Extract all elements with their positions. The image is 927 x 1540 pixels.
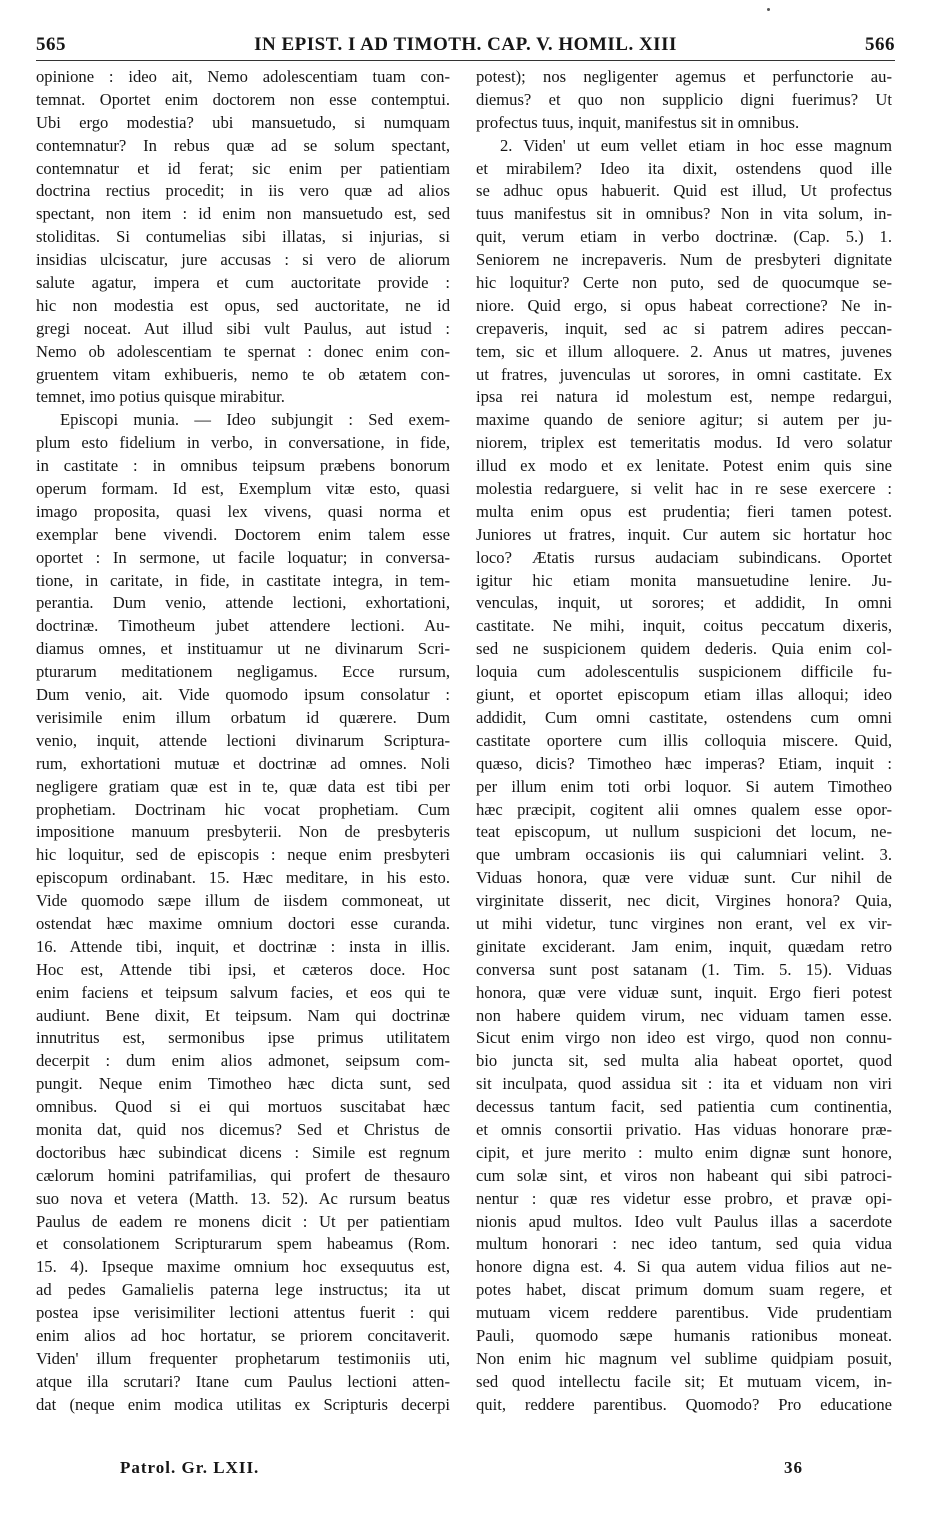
right-column [476,66,892,1417]
right-column-line: 2. Viden' ut eum vellet etiam in hoc esse magnum [500,135,892,155]
right-column-line: nentur : quæ res videtur esse probro, et pravæ opi- [476,1188,892,1208]
right-column-line: niore. Quid ergo, si opus habeat correctione? Ne in- [476,295,892,315]
right-column-line: potes habet, discat primum domum suam regere, et [476,1280,892,1300]
left-column-line: monita dat, quid nos dicemus? Sed et Christus de [36,1119,450,1139]
page-header [36,34,895,60]
right-column-line: addidit, Cum omni castitate, ostendens cum omni [476,707,892,727]
left-column-line: 16. Attende tibi, inquit, et doctrinæ : insta in illis. [36,936,450,956]
right-column-line: loquia cum adolescentulis suspicionem difficile fu- [476,662,892,682]
right-column-line: molestia redarguere, si velit hac in re sese exercere : [476,479,892,499]
left-column-line: tione, in caritate, in fide, in castitate integra, in tem- [36,570,450,590]
right-column-line: Juniores ut fratres, inquit. Cur autem sic hortatur hoc [476,524,892,544]
right-column-line: igitur hic etiam monita mansuetudine lenire. Ju- [476,570,892,590]
right-column-line: ut mihi videtur, tunc virgines non erant, vel ex vir- [476,913,892,933]
left-column-line: Ubi ergo modestia? ubi mansuetudo, si numquam [36,112,450,132]
left-column-line: imago proposita, quasi lex vivens, quasi norma et [36,501,450,521]
right-column-line: sed ne suspicionem quidem dederis. Quia enim col- [476,639,892,659]
left-column-line: oportet : In sermone, ut facile loquatur; in conversa- [36,547,450,567]
left-column-line: suo nova et vetera (Matth. 13. 52). Ac rursum beatus [36,1188,450,1208]
left-column-line: verisimile enim illum orbatum id quærere. Dum [36,707,450,727]
left-column-line: plum esto fidelium in verbo, in conversatione, in fide, [36,433,450,453]
left-column-line: gruentem vitam exhibueris, nemo te ob ætatem con- [36,364,450,384]
right-column-line: castitate oportere cum illis colloquia miscere. Quid, [476,730,892,750]
right-column-line: castitate. Ne mihi, inquit, coitus peccatum dixeris, [476,616,892,636]
right-column-line: venculas, inquit, ut sorores; et addidit, In omni [476,593,892,613]
right-column-line: maxime quando de seniore agitur; si autem per ju- [476,410,892,430]
left-column-line: Viden' illum frequenter prophetarum testimoniis uti, [36,1348,450,1368]
left-column-line: innutritus est, sermonibus ipse primus utilitatem [36,1028,450,1048]
right-column-line: non habere quidem virum, nec viduam tamen esse. [476,1005,892,1025]
left-column-line: atque illa scrutari? Itane cum Paulus lectioni atten- [36,1371,450,1391]
right-column-line: niorem, triplex est temeritatis modus. Id vero solatur [476,433,892,453]
header-rule [36,60,895,61]
right-column-line: crepaveris, inquit, sed ac si patrem adires peccan- [476,318,892,338]
left-column-line: Paulus de eadem re monens dicit : Ut per patientiam [36,1211,450,1231]
right-column-line: Seniorem ne increpaveris. Num de presbyteri dignitate [476,250,892,270]
left-column-line: decerpit : dum enim alios admonet, seipsum com- [36,1051,450,1071]
right-column-line: quit, verum etiam in verbo doctrinæ. (Cap. 5.) 1. [476,227,892,247]
right-column-line: se adhuc opus habuerit. Quid est illud, Ut profectus [476,181,892,201]
right-column-line: virginitate disserit, nec dicit, Virgines honora? Quia, [476,891,892,911]
right-column-line: profectus tuus, inquit, manifestus sit in omnibus. [476,112,800,132]
right-column-line: ginitate exciderant. Jam enim, inquit, quædam retro [476,936,892,956]
right-column-line: conversa sunt post satanam (1. Tim. 5. 15). Viduas [476,959,892,979]
left-column-line: ostendat hæc maxime omnium doctori esse curanda. [36,913,450,933]
left-column-line: exemplar bene vivendi. Doctorem enim talem esse [36,524,450,544]
right-column-line: Viduas honora, quæ vere viduæ sunt. Cur nihil de [476,868,892,888]
page-number-right: 566 [865,34,895,55]
right-column-line: quæso, dicis? Timotheo hæc imperas? Etiam, inquit : [476,753,892,773]
right-column-line: multum honorari : nec ideo tantum, sed quia vidua [476,1234,892,1254]
left-column-line: doctoribus hæc subindicat dicens : Simile est regnum [36,1142,450,1162]
left-column-line: Nemo ob adolescentiam te spernat : donec enim con- [36,341,450,361]
right-column-line: decessus tantum facit, sed patientia cum continentia, [476,1097,892,1117]
page-number-left: 565 [36,34,66,55]
left-column-line: contemnatur? In rebus quæ ad se solum spectant, [36,135,450,155]
footer-signature: 36 [784,1458,803,1477]
left-column-line: enim faciens et teipsum salvum facies, et eos qui te [36,982,450,1002]
left-column-line: operum formam. Id est, Exemplum vitæ esto, quasi [36,479,450,499]
left-column-line: pturarum meditationem negligamus. Ecce rursum, [36,662,450,682]
left-column-line: Vide quomodo sæpe illum de iisdem commoneat, ut [36,891,450,911]
left-column-line: enim alios ad hoc hortatur, se priorem concitaverit. [36,1325,450,1345]
left-column-line: temnet, imo potius quisque mirabitur. [36,387,285,407]
left-column-line: ad pedes Gamalielis paterna lege instructus; ita ut [36,1280,450,1300]
right-column-line: per illum enim toti orbi loquor. Si autem Timotheo [476,776,892,796]
footer-volume: Patrol. Gr. LXII. [120,1458,260,1477]
left-column-line: 15. 4). Ipseque maxime omnium hoc exsequutus est, [36,1257,450,1277]
right-column-line: multa enim opus est prudentia; fieri tamen potest. [476,501,892,521]
left-column-line: Dum venio, ait. Vide quomodo ipsum consolatur : [36,685,450,705]
left-column [36,66,450,1417]
left-column-line: Hoc est, Attende tibi ipsi, et cæteros doce. Hoc [36,959,450,979]
left-column-line: perantia. Dum venio, attende lectioni, exhortationi, [36,593,450,613]
left-column-line: et consolationem Scripturarum spem habeamus (Rom. [36,1234,450,1254]
right-column-line: et omnis consortii privatio. Has viduas honorare præ- [476,1119,892,1139]
left-column-line: omnibus. Quod si ei qui mortuos suscitabat hæc [36,1097,450,1117]
left-column-line: Episcopi munia. — Ideo subjungit : Sed exem- [60,410,450,430]
right-column-line: Pauli, quomodo sæpe humanis rationibus moneat. [476,1325,892,1345]
right-column-line: illud ex modo et ex lenitate. Potest enim quis sine [476,456,892,476]
left-column-line: stoliditas. Si contumelias sibi illatas, si injurias, si [36,227,450,247]
right-column-line: honora, quæ vere viduæ sunt, inquit. Ergo fieri potest [476,982,892,1002]
left-column-line: negligere gratiam quæ est in te, quæ data est tibi per [36,776,450,796]
right-column-line: teat episcopum, ut nullum suspicioni det locum, ne- [476,822,892,842]
running-title: IN EPIST. I AD TIMOTH. CAP. V. HOMIL. XIII [254,34,677,55]
left-column-line: dat (neque enim modica utilitas ex Scripturis decerpi [36,1394,450,1414]
left-column-line: hic loquitur, sed de episcopis : neque enim presbyteri [36,845,450,865]
right-column-line: ipsa rei natura id molestum est, nempe redargui, [476,387,892,407]
right-column-line: mutuam vicem reddere parentibus. Vide prudentiam [476,1303,892,1323]
left-column-line: gregi noceat. Aut illud sibi vult Paulus, aut istud : [36,318,450,338]
right-column-line: ut fratres, juvenculas ut sorores, in omni castitate. Ex [476,364,892,384]
right-column-line: cum solæ sint, et viros non habeant qui sibi patroci- [476,1165,892,1185]
left-column-line: prophetiam. Doctrinam hic vocat prophetiam. Cum [36,799,450,819]
left-column-line: in castitate : in omnibus teipsum præbens bonorum [36,456,450,476]
left-column-line: venio, inquit, attende lectioni divinarum Scriptura- [36,730,450,750]
right-column-line: tuus manifestus sit in omnibus? Non in vita solum, in- [476,204,892,224]
right-column-line: Non enim hic magnum vel sublime quidpiam posuit, [476,1348,892,1368]
left-column-line: hic non modestia est opus, sed auctoritate, ne id [36,295,450,315]
left-column-line: postea ipse verisimiliter lectioni attentus fuerit : qui [36,1303,450,1323]
right-column-line: hic loquitur? Certe non puto, sed de quocumque se- [476,273,892,293]
left-column-line: cælorum homini patrifamilias, qui profert de thesauro [36,1165,450,1185]
left-column-line: contemnatur et id ferat; sic enim per patientiam [36,158,450,178]
left-column-line: impositione manuum presbyterii. Non de presbyteris [36,822,450,842]
left-column-line: rum, exhortationi mutuæ et doctrinæ ad omnes. Noli [36,753,450,773]
right-column-line: honore digna est. 4. Si qua autem vidua filios aut ne- [476,1257,892,1277]
left-column-line: episcopum ordinabant. 15. Hæc meditare, in his esto. [36,868,450,888]
left-column-line: doctrinæ. Timotheum jubet attendere lectioni. Au- [36,616,450,636]
right-column-line: nionis apud multos. Ideo vult Paulus illas a sacerdote [476,1211,892,1231]
left-column-line: salute agatur, impera et cum auctoritate provide : [36,273,450,293]
left-column-line: diamus omnes, et instituamur ut ne divinarum Scri- [36,639,450,659]
left-column-line: insidias ulciscatur, jure accusas : si vero de aliorum [36,250,450,270]
right-column-line: cipit, et jure merito : multo enim dignæ sunt honore, [476,1142,892,1162]
right-column-line: Sicut enim virgo non ideo est virgo, quod non connu- [476,1028,892,1048]
right-column-line: hæc præcipit, cogitent alii omnes qualem esse opor- [476,799,892,819]
left-column-line: audiunt. Bene dixit, Et teipsum. Nam qui doctrinæ [36,1005,450,1025]
left-column-line: spectant, non item : id enim non mansuetudo est, sed [36,204,450,224]
right-column-line: quit, reddere parentibus. Quomodo? Pro educatione [476,1394,892,1414]
left-column-line: temnat. Oportet enim doctorem non esse contemptui. [36,89,450,109]
right-column-line: tem, sic et illum alloquere. 2. Anus ut matres, juvenes [476,341,892,361]
right-column-line: que umbram occasionis iis qui calumniari velint. 3. [476,845,892,865]
right-column-line: potest); nos negligenter agemus et perfunctorie au- [476,67,892,86]
right-column-line: et mirabilem? Ideo ita dixit, ostendens quod ille [476,158,892,178]
right-column-line: sed quod intellectu facile sit; Et mutuam vicem, in- [476,1371,892,1391]
right-column-line: sit inculpata, quod assidua sit : ita et viduam non viri [476,1074,892,1094]
right-column-line: loco? Ætatis rursus audaciam subindicans. Oportet [476,547,892,567]
left-column-line: opinione : ideo ait, Nemo adolescentiam tuam con- [36,67,450,86]
right-column-line: diemus? et quo non supplicio digni fuerimus? Ut [476,89,892,109]
right-column-line: giunt, et oportet episcopum etiam illas alloqui; ideo [476,685,892,705]
left-column-line: doctrina rectius procedit; in iis vero quæ ad alios [36,181,450,201]
left-column-line: pungit. Neque enim Timotheo hæc dicta sunt, sed [36,1074,450,1094]
right-column-line: bio juncta sit, sed multa alia habeat oportet, quod [476,1051,892,1071]
speck-mark [767,8,770,11]
